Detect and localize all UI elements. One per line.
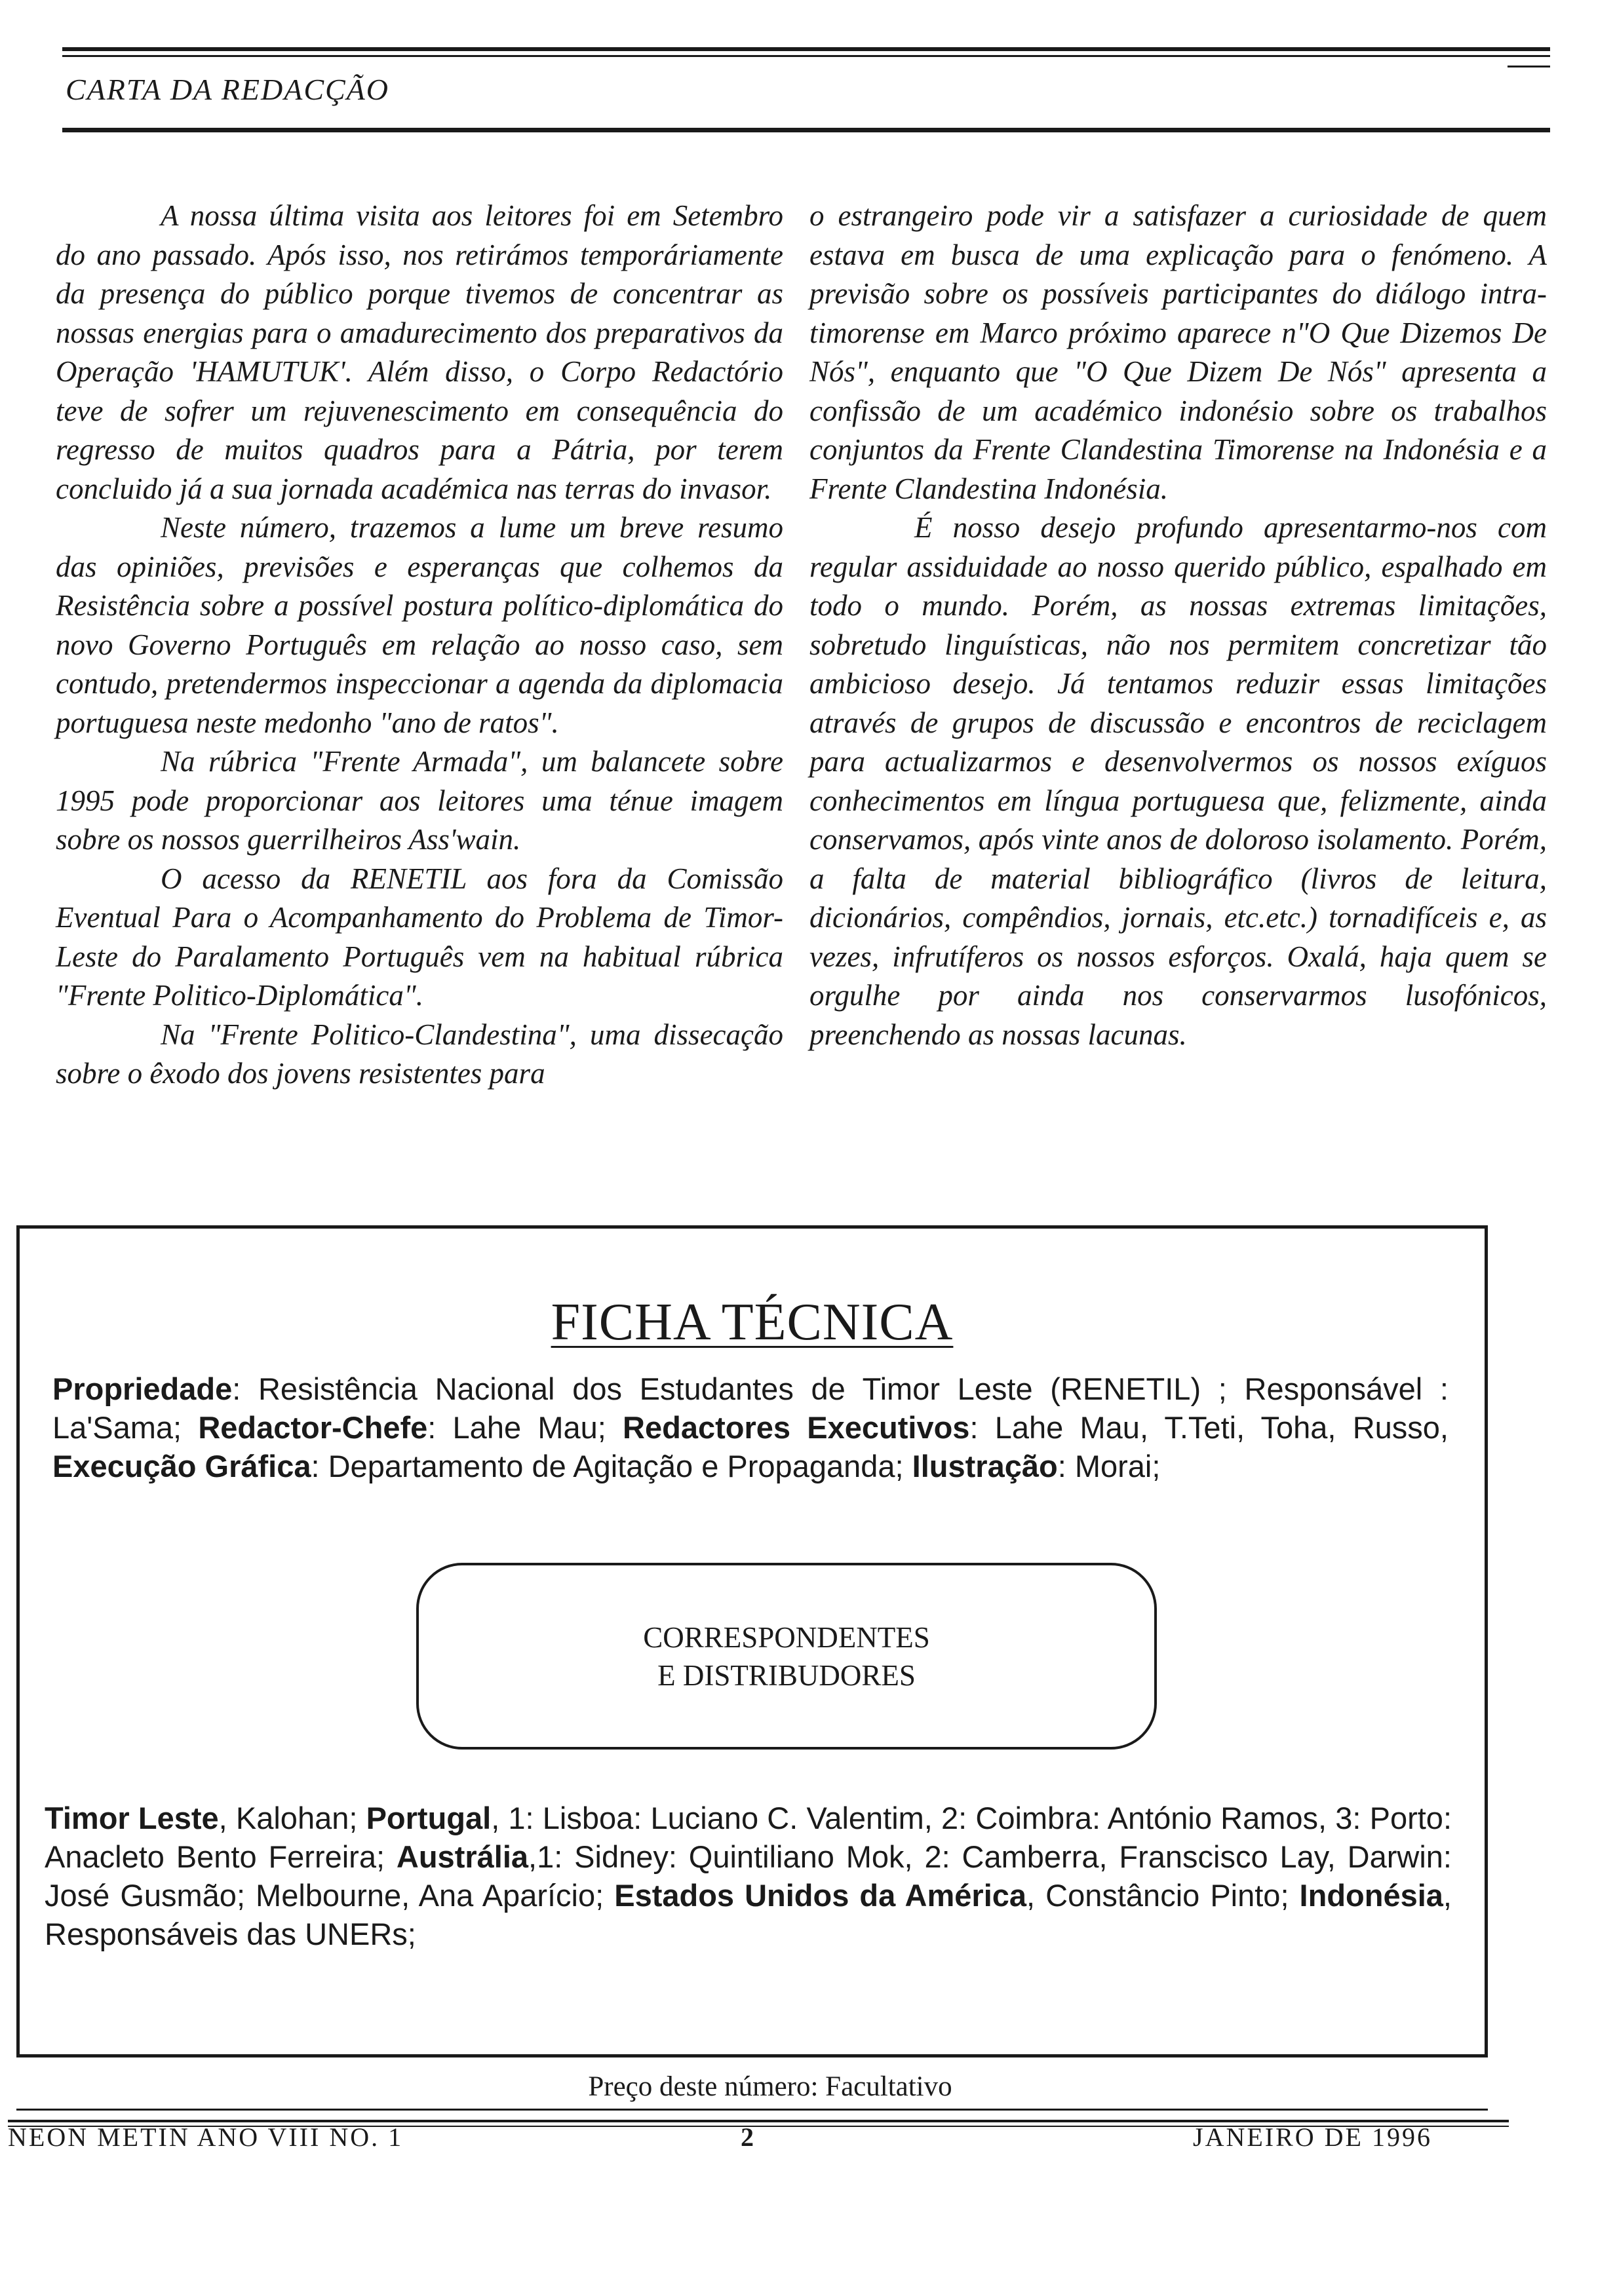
editorial-right-column — [809, 197, 1547, 1054]
footer-page-number: 2 — [741, 2122, 756, 2152]
australia-label: Austrália — [396, 1839, 529, 1874]
correspondentes-heading-line1: CORRESPONDENTES — [643, 1620, 930, 1654]
price-line: Preço deste número: Facultativo — [588, 2071, 952, 2102]
section-label: CARTA DA REDACÇÃO — [66, 73, 389, 106]
ficha-tecnica-box — [16, 1225, 1488, 2057]
redactor-chefe-value: : Lahe Mau; — [427, 1410, 623, 1445]
top-rule-stub — [1508, 66, 1550, 67]
ilustracao-label: Ilustração — [912, 1449, 1058, 1483]
top-rule-thin — [62, 55, 1550, 57]
eua-label: Estados Unidos da América — [614, 1878, 1027, 1913]
timor-label: Timor Leste — [45, 1801, 219, 1835]
propriedade-label: Propriedade — [52, 1371, 233, 1406]
redactor-chefe-label: Redactor-Chefe — [198, 1410, 428, 1445]
indonesia-label: Indonésia — [1299, 1878, 1443, 1913]
timor-value: , Kalohan; — [218, 1801, 366, 1835]
indonesia-value: , Responsáveis das UNERs; — [45, 1878, 1452, 1951]
propriedade-value: : Resistência Nacional dos Estudantes de Timor Leste (RENETIL) ; Responsável : La'Sama; — [52, 1371, 1449, 1445]
ficha-tecnica-credits — [52, 1369, 1449, 1485]
correspondentes-heading-line2: E DISTRIBUDORES — [657, 1658, 916, 1692]
redactores-label: Redactores Executivos — [623, 1410, 970, 1445]
header-underline — [62, 128, 1550, 132]
execucao-value: : Departamento de Agitação e Propaganda; — [311, 1449, 912, 1483]
footer-publication: NEON METIN ANO VIII NO. 1 — [8, 2122, 404, 2152]
australia-value: ,1: Sidney: Quintiliano Mok, 2: Camberra, Franscisco Lay, Darwin: José Gusmão; Melbourne, Ana Aparício; — [45, 1839, 1452, 1913]
portugal-value: , 1: Lisboa: Luciano C. Valentim, 2: Coimbra: António Ramos, 3: Porto: Anacleto Bento Ferreira; — [45, 1801, 1452, 1874]
ficha-tecnica-title: FICHA TÉCNICA — [551, 1293, 954, 1351]
editorial-paragraph: A nossa última visita aos leitores foi em Setembro do ano passado. Após isso, nos retirámos temporáriamente da presença do público porque tivemos de concentrar as nossas energias para o amadurecimento dos preparativos da Operação 'HAMUTUK'. Além disso, o Corpo Redactório teve de sofrer um rejuvenescimento em consequência do regresso de muitos quadros para a Pátria, por terem concluido já a sua jornada académica nas terras do invasor. — [56, 199, 783, 505]
execucao-label: Execução Gráfica — [52, 1449, 311, 1483]
ilustracao-value: : Morai; — [1057, 1449, 1161, 1483]
portugal-label: Portugal — [366, 1801, 492, 1835]
editorial-paragraph: Na rúbrica "Frente Armada", um balancete sobre 1995 pode proporcionar aos leitores uma ténue imagem sobre os nossos guerrilheiros Ass'wain. — [56, 745, 783, 856]
eua-value: , Constâncio Pinto; — [1026, 1878, 1300, 1913]
editorial-paragraph: Na "Frente Politico-Clandestina", uma dissecação sobre o êxodo dos jovens resistentes para — [56, 1018, 783, 1090]
correspondentes-list — [45, 1799, 1452, 1953]
editorial-paragraph: O acesso da RENETIL aos fora da Comissão Eventual Para o Acompanhamento do Problema de Timor-Leste do Paralamento Português vem na habitual rúbrica "Frente Politico-Diplomática". — [56, 862, 783, 1012]
footer-date: JANEIRO DE 1996 — [1193, 2122, 1432, 2152]
redactores-value: : Lahe Mau, T.Teti, Toha, Russo, — [969, 1410, 1449, 1445]
correspondentes-box — [416, 1563, 1157, 1750]
top-rule-thick — [62, 47, 1550, 51]
editorial-paragraph: Neste número, trazemos a lume um breve resumo das opiniões, previsões e esperanças que colhemos da Resistência sobre a possível postura político-diplomática do novo Governo Português em relação ao nosso caso, sem contudo, pretendermos inspeccionar a agenda da diplomacia portuguesa neste medonho "ano de ratos". — [56, 511, 783, 739]
editorial-paragraph: o estrangeiro pode vir a satisfazer a curiosidade de quem estava em busca de uma explicação para o fenómeno. A previsão sobre os possíveis participantes do diálogo intra-timorense em Marco próximo aparece n"O Que Dizemos De Nós", enquanto que "O Que Dizem De Nós" apresenta a confissão de um académico indonésio sobre os trabalhos conjuntos da Frente Clandestina Timorense na Indonésia e a Frente Clandestina Indonésia. — [809, 199, 1547, 505]
editorial-left-column — [56, 197, 783, 1094]
editorial-paragraph: É nosso desejo profundo apresentarmo-nos com regular assiduidade ao nosso querido público, espalhado em todo o mundo. Porém, as nossas extremas limitações, sobretudo linguísticas, não nos permitem concretizar tão ambicioso desejo. Já tentamos reduzir essas limitações através de grupos de discussão e encontros de reciclagem para actualizarmos e desenvolvermos os nossos exíguos conhecimentos em língua portuguesa que, felizmente, ainda conservamos, após vinte anos de doloroso isolamento. Porém, a falta de material bibliográfico (livros de leitura, dicionários, compêndios, jornais, etc.etc.) tornadifíceis e, as vezes, infrutíferos os nossos esforços. Oxalá, haja quem se orgulhe por ainda nos conservarmos lusofónicos, preenchendo as nossas lacunas. — [809, 511, 1547, 1051]
price-underline — [16, 2109, 1488, 2111]
